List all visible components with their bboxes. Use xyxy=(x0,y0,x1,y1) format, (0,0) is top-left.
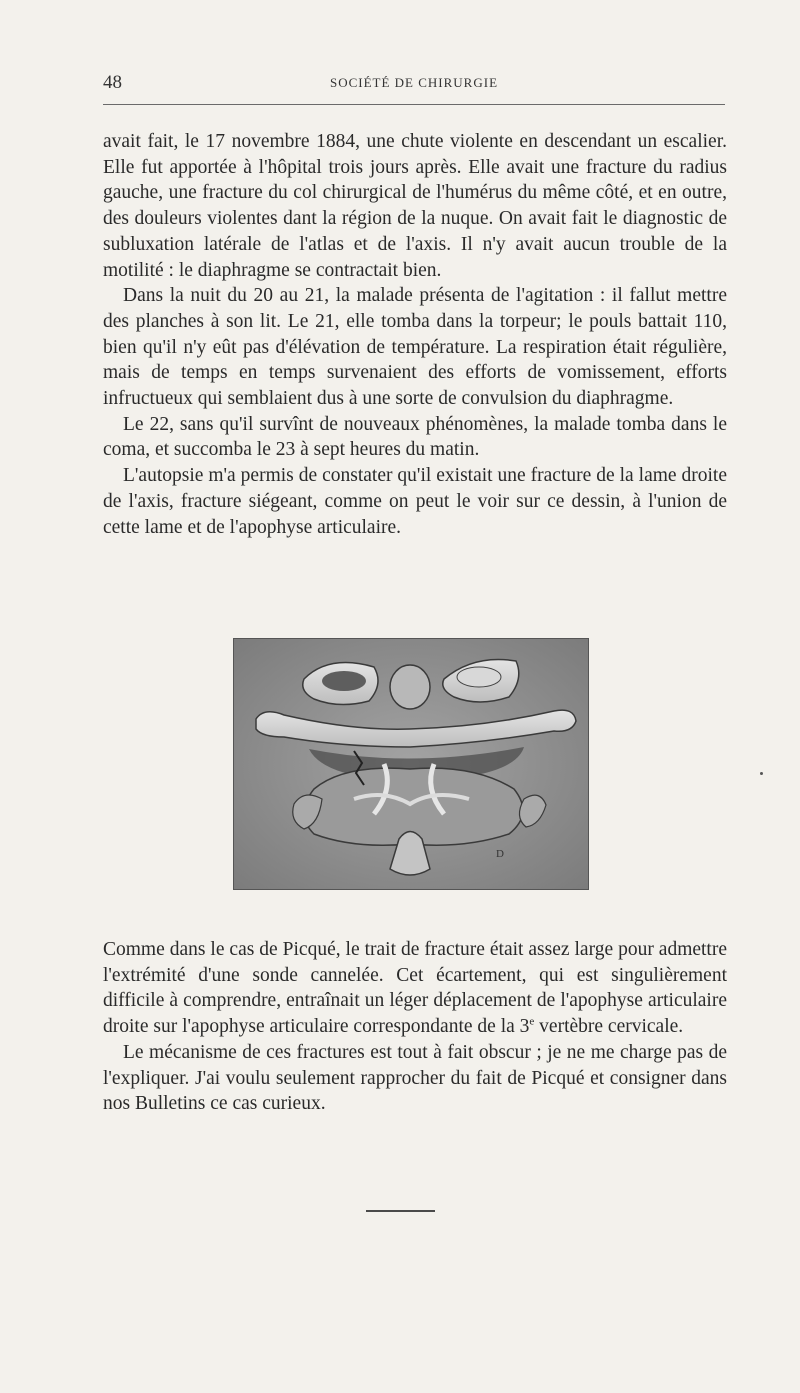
running-title: SOCIÉTÉ DE CHIRURGIE xyxy=(329,75,499,90)
vertebra-drawing xyxy=(234,639,588,889)
vertebra-illustration xyxy=(233,638,589,890)
header-rule xyxy=(103,104,725,105)
text-block-top xyxy=(103,129,727,540)
paragraph-text: Comme dans le cas de Picqué, le trait de fracture était assez large pour admettre l'extrémité d'une sonde cannelée. Cet écartement, qui est singulièrement difficile à comprendre, entraînait un léger déplacement de l'apophyse articulaire droite sur l'apophyse articulaire correspondante de la 3 xyxy=(103,939,727,1038)
paragraph: Le 22, sans qu'il survînt de nouveaux phénomènes, la malade tomba dans le coma, et succomba le 23 à sept heures du matin. xyxy=(103,413,727,461)
text-block-bottom xyxy=(103,937,727,1117)
page-number: 48 xyxy=(103,72,122,93)
superscript: e xyxy=(529,1015,535,1028)
paragraph-text: vertèbre cervicale. xyxy=(534,1016,684,1038)
paragraph: avait fait, le 17 novembre 1884, une chute violente en descendant un escalier. Elle fut apportée à l'hôpital trois jours après. Elle avait une fracture du radius gauche, une fracture du col chirurgical de l'humérus du même côté, et en outre, des douleurs violentes dant la région de la nuque. On avait fait le diagnostic de subluxation latérale de l'atlas et de l'axis. Il n'y avait aucun trouble de la motilité : le diaphragme se contractait bien. xyxy=(103,131,727,281)
page-header xyxy=(103,72,725,96)
paragraph xyxy=(103,937,727,1040)
end-rule xyxy=(366,1210,435,1212)
artist-signature: D xyxy=(496,848,504,860)
paragraph: Dans la nuit du 20 au 21, la malade présenta de l'agitation : il fallut mettre des planches à son lit. Le 21, elle tomba dans la torpeur; le pouls battait 110, bien qu'il n'y eût pas d'élévation de température. La respiration était régulière, mais de temps en temps survenaient des efforts de vomissement, efforts infructueux qui semblaient dus à une sorte de convulsion du diaphragme. xyxy=(103,285,727,410)
paragraph: Le mécanisme de ces fractures est tout à fait obscur ; je ne me charge pas de l'expliquer. J'ai voulu seulement rapprocher du fait de Picqué et consigner dans nos Bulletins ce cas curieux. xyxy=(103,1041,727,1115)
paragraph: L'autopsie m'a permis de constater qu'il existait une fracture de la lame droite de l'axis, fracture siégeant, comme on peut le voir sur ce dessin, à l'union de cette lame et de l'apophyse articulaire. xyxy=(103,465,727,538)
paper-speck xyxy=(760,772,763,775)
